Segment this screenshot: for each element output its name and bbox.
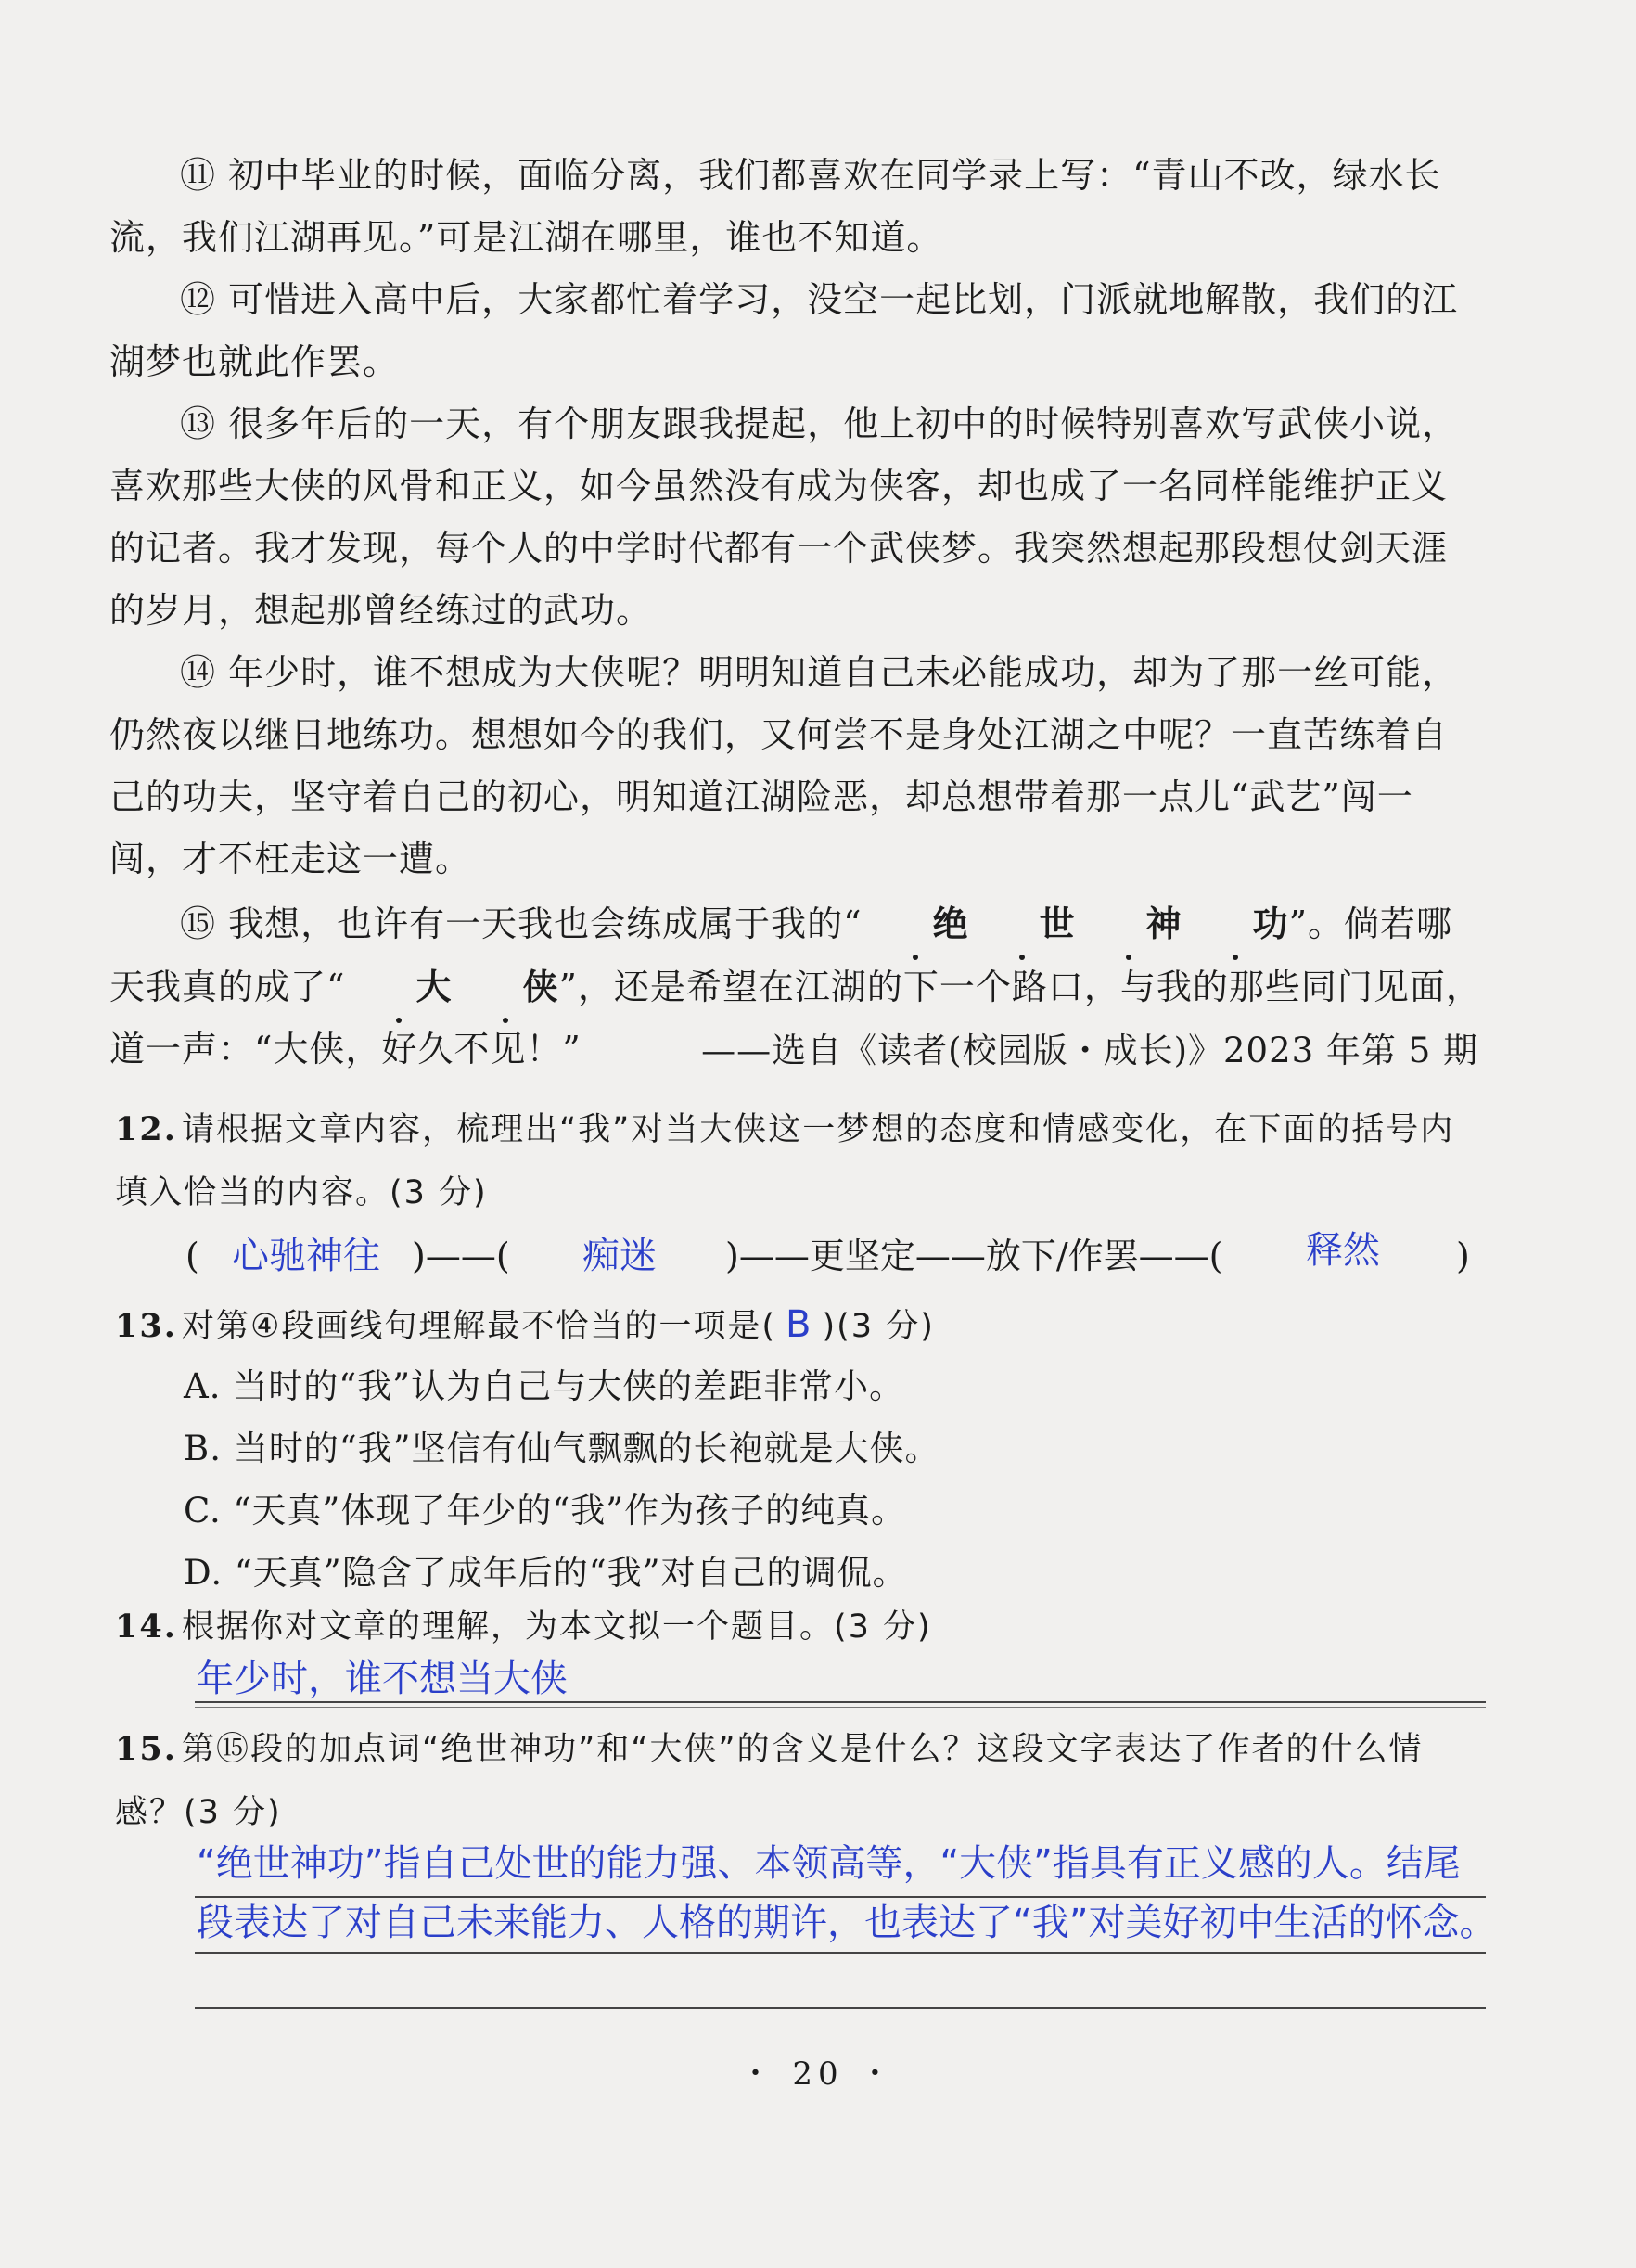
- paragraph-11: ⑪ 初中毕业的时候，面临分离，我们都喜欢在同学录上写：“青山不改，绿水长流，我们江湖再见。”可是江湖在哪里，谁也不知道。: [109, 155, 1441, 258]
- paragraph-12: ⑫ 可惜进入高中后，大家都忙着学习，没空一起比划，门派就地解散，我们的江湖梦也就此作罢。: [109, 279, 1459, 382]
- q12-answer-2[interactable]: 痴迷: [582, 1235, 657, 1277]
- paragraph-14: ⑭ 年少时，谁不想成为大侠呢？明明知道自己未必能成功，却为了那一丝可能，仍然夜以继日地练功。想想如今的我们，又何尝不是身处江湖之中呢？一直苦练着自己的功夫，坚守着自己的初心，明知道江湖险恶，却总想带着那一点儿“武艺”闯一闯，才不枉走这一遭。: [109, 652, 1459, 879]
- q13-answer[interactable]: B: [786, 1303, 813, 1346]
- dotted-char: 侠: [452, 955, 558, 1018]
- dotted-char: 大: [345, 955, 452, 1018]
- question-12: [115, 1098, 1488, 1224]
- q14-answer[interactable]: 年少时，谁不想当大侠: [197, 1658, 568, 1700]
- question-number: 13.: [115, 1307, 177, 1345]
- q15-answer-line-2[interactable]: 段表达了对自己未来能力、人格的期许，也表达了“我”对美好初中生活的怀念。: [197, 1902, 1497, 1944]
- answer-line: [195, 1701, 1486, 1703]
- question-number: 15.: [115, 1730, 177, 1768]
- question-13: [115, 1293, 1488, 1358]
- question-text: 请根据文章内容，梳理出“我”对当大侠这一梦想的态度和情感变化，在下面的括号内填入恰当的内容。(3 分): [115, 1111, 1455, 1211]
- question-text: 根据你对文章的理解，为本文拟一个题目。(3 分): [182, 1608, 932, 1646]
- paren-open: (: [185, 1236, 199, 1276]
- option-b: B. 当时的“我”坚信有仙气飘飘的长袍就是大侠。: [184, 1429, 940, 1468]
- source-citation: ——选自《读者(校园版・成长)》2023 年第 5 期: [701, 1031, 1478, 1070]
- q12-answer-1[interactable]: 心驰神往: [232, 1235, 380, 1277]
- question-15: [115, 1718, 1488, 1844]
- dotted-char: 神: [1076, 892, 1182, 955]
- paren-close: )——更坚定——放下/作罢——(: [725, 1236, 1223, 1276]
- dotted-char: 功: [1182, 892, 1289, 955]
- para15-part1: ⑮ 我想，也许有一天我也会练成属于我的“: [180, 903, 863, 944]
- option-d: D. “天真”隐含了成年后的“我”对自己的调侃。: [184, 1553, 908, 1593]
- answer-line: [195, 2007, 1486, 2009]
- option-a: A. 当时的“我”认为自己与大侠的差距非常小。: [184, 1366, 905, 1406]
- answer-line: [195, 1707, 1486, 1708]
- question-number: 14.: [115, 1608, 177, 1646]
- paren-close: )——(: [412, 1236, 510, 1276]
- answer-line: [195, 1952, 1486, 1954]
- q15-answer-line-1[interactable]: “绝世神功”指自己处世的能力强、本领高等，“大侠”指具有正义感的人。结尾: [197, 1842, 1461, 1885]
- dotted-char: 世: [969, 892, 1076, 955]
- paren-close: ): [1456, 1236, 1470, 1276]
- q12-answer-3[interactable]: 释然: [1306, 1229, 1380, 1272]
- question-text: 第⑮段的加点词“绝世神功”和“大侠”的含义是什么？这段文字表达了作者的什么情感？(3 分): [115, 1731, 1424, 1831]
- paragraph-13: ⑬ 很多年后的一天，有个朋友跟我提起，他上初中的时候特别喜欢写武侠小说，喜欢那些大侠的风骨和正义，如今虽然没有成为侠客，却也成了一名同样能维护正义的记者。我才发现，每个人的中学时代都有一个武侠梦。我突然想起那段想仗剑天涯的岁月，想起那曾经练过的武功。: [109, 404, 1459, 631]
- option-c: C. “天真”体现了年少的“我”作为孩子的纯真。: [184, 1491, 907, 1531]
- question-text: 对第④段画线句理解最不恰当的一项是(: [182, 1308, 777, 1345]
- question-text-suffix: )(3 分): [822, 1308, 935, 1345]
- question-number: 12.: [115, 1110, 177, 1148]
- para15-part3: ”，还是希望在江湖的下一个路口，与我的那些同门见面，道一声：“大侠，好久不见！”: [109, 967, 1482, 1070]
- dotted-char: 绝: [863, 892, 969, 955]
- page-number: ・ 20 ・: [739, 2056, 897, 2093]
- para15-part2: ”。倘若哪天我真的成了“: [109, 903, 1453, 1007]
